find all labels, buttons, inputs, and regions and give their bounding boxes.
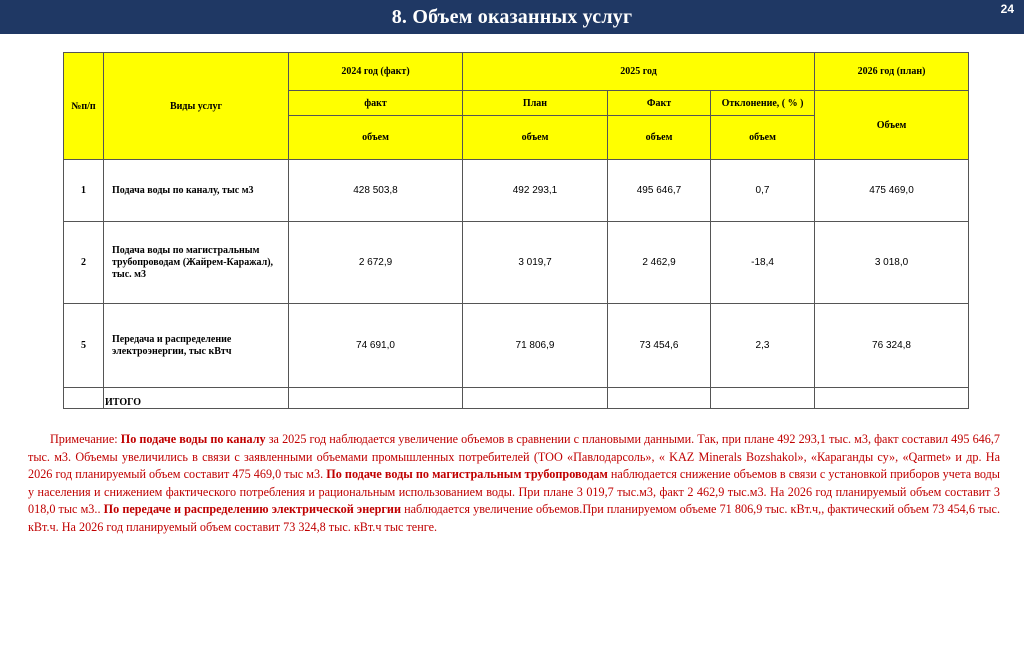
row-plan-2026: 3 018,0 bbox=[815, 222, 969, 304]
note-text: наблюдается увеличение объемов.При планируемом объеме 71 806,9 тыс. кВт.ч,, фактический объем 73 454,6 тыс. кВт.ч. На 2026 год планируемый объем составит 73 324,8 тыс. кВт.ч тыс тенге. bbox=[28, 502, 1001, 534]
row-deviation: 2,3 bbox=[711, 304, 815, 388]
slide-title: 8. Объем оказанных услуг bbox=[391, 5, 633, 28]
header-volume: объем bbox=[608, 116, 711, 160]
row-service-name: Подача воды по каналу, тыс м3 bbox=[104, 160, 289, 222]
total-label: ИТОГО bbox=[104, 388, 289, 409]
header-year-2025: 2025 год bbox=[463, 53, 815, 91]
note-paragraph bbox=[28, 431, 1000, 536]
page-number: 24 bbox=[1000, 2, 1014, 16]
row-fact-2025: 2 462,9 bbox=[608, 222, 711, 304]
header-year-2024: 2024 год (факт) bbox=[289, 53, 463, 91]
row-deviation: -18,4 bbox=[711, 222, 815, 304]
row-plan-2025: 71 806,9 bbox=[463, 304, 608, 388]
row-plan-2025: 492 293,1 bbox=[463, 160, 608, 222]
table-row bbox=[64, 222, 969, 304]
note-bold-electricity: По передаче и распределению электрической энергии bbox=[103, 502, 401, 516]
note-bold-pipelines: По подаче воды по магистральным трубопроводам bbox=[326, 467, 608, 481]
total-cell bbox=[711, 388, 815, 409]
header-num: №п/п bbox=[64, 53, 104, 160]
header-volume: объем bbox=[711, 116, 815, 160]
note-bold-canal: По подаче воды по каналу bbox=[120, 432, 266, 446]
row-plan-2026: 76 324,8 bbox=[815, 304, 969, 388]
total-cell bbox=[289, 388, 463, 409]
header-volume: объем bbox=[289, 116, 463, 160]
row-plan-2026: 475 469,0 bbox=[815, 160, 969, 222]
row-service-name: Подача воды по магистральным трубопроводам (Жайрем-Каражал), тыс. м3 bbox=[104, 222, 289, 304]
row-fact-2024: 428 503,8 bbox=[289, 160, 463, 222]
total-cell bbox=[463, 388, 608, 409]
header-fact-2025: Факт bbox=[608, 91, 711, 116]
header-volume: объем bbox=[463, 116, 608, 160]
row-fact-2024: 2 672,9 bbox=[289, 222, 463, 304]
total-row bbox=[64, 388, 969, 409]
header-year-2026: 2026 год (план) bbox=[815, 53, 969, 91]
header-deviation: Отклонение, ( % ) bbox=[711, 91, 815, 116]
row-fact-2025: 73 454,6 bbox=[608, 304, 711, 388]
header-services: Виды услуг bbox=[104, 53, 289, 160]
total-num bbox=[64, 388, 104, 409]
row-service-name: Передача и распределение электроэнергии, тыс кВтч bbox=[104, 304, 289, 388]
total-cell bbox=[815, 388, 969, 409]
header-row-1 bbox=[64, 53, 969, 91]
row-plan-2025: 3 019,7 bbox=[463, 222, 608, 304]
row-num: 5 bbox=[64, 304, 104, 388]
total-cell bbox=[608, 388, 711, 409]
services-table bbox=[63, 52, 969, 409]
row-deviation: 0,7 bbox=[711, 160, 815, 222]
header-fact: факт bbox=[289, 91, 463, 116]
row-num: 2 bbox=[64, 222, 104, 304]
table-row bbox=[64, 160, 969, 222]
row-fact-2024: 74 691,0 bbox=[289, 304, 463, 388]
table-row bbox=[64, 304, 969, 388]
row-fact-2025: 495 646,7 bbox=[608, 160, 711, 222]
header-volume-2026: Объем bbox=[815, 91, 969, 160]
header-plan: План bbox=[463, 91, 608, 116]
note-text: Примечание: bbox=[50, 432, 121, 446]
row-num: 1 bbox=[64, 160, 104, 222]
slide-header bbox=[0, 0, 1024, 34]
note-text: за 2025 год наблюдается увеличение объемов в сравнении с плановыми данными. Так, при плане 492 293,1 тыс. м3, факт составил 495 646,7 тыс. м3. Объемы увеличились в связи с заявленными объемами промышленных потребителей (ТОО «Павлодарсоль», « KAZ Minerals Bozshakol», «Караганды су», «Qarmet» и др. На 2026 год планируемый объем составит 475 469,0 тыс м3. bbox=[28, 432, 1000, 481]
note-text: наблюдается снижение объемов в связи с установкой приборов учета воды у населения и снижением фактического потребления и рациональным использованием воды. При плане 3 019,7 тыс.м3, факт 2 462,9 тыс.м3. На 2026 год планируемый объем составит 3 018,0 тыс м3.. bbox=[28, 467, 1000, 516]
